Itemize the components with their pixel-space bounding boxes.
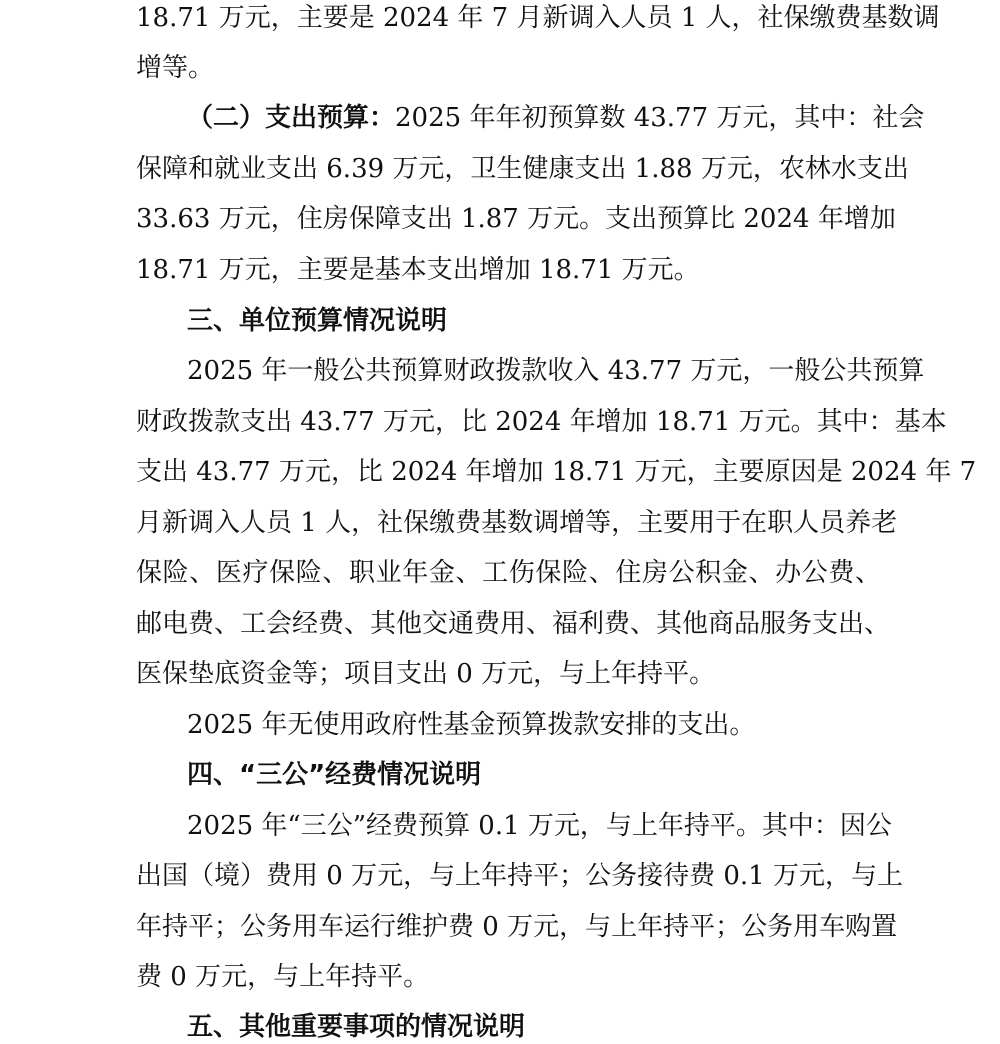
text-line: 支出 43.77 万元，比 2024 年增加 18.71 万元，主要原因是 2024 年 7: [136, 457, 977, 487]
expense-budget-first-line: [187, 101, 925, 135]
text-line: 出国（境）费用 0 万元，与上年持平；公务接待费 0.1 万元，与上: [136, 861, 903, 891]
text-line: 2025 年“三公”经费预算 0.1 万元，与上年持平。其中：因公: [187, 811, 892, 841]
text-line: 费 0 万元，与上年持平。: [136, 962, 430, 992]
text-line: 2025 年无使用政府性基金预算拨款安排的支出。: [187, 710, 756, 740]
expense-budget-label: （二）支出预算：: [187, 103, 396, 133]
expense-budget-text: 2025 年年初预算数 43.77 万元，其中：社会: [395, 103, 925, 133]
text-line: 2025 年一般公共预算财政拨款收入 43.77 万元，一般公共预算: [187, 356, 925, 386]
text-line: 18.71 万元，主要是 2024 年 7 月新调入人员 1 人，社保缴费基数调: [136, 3, 940, 33]
text-line: 财政拨款支出 43.77 万元，比 2024 年增加 18.71 万元。其中：基本: [136, 407, 947, 437]
text-line: 33.63 万元，住房保障支出 1.87 万元。支出预算比 2024 年增加: [136, 204, 896, 234]
text-line: 18.71 万元，主要是基本支出增加 18.71 万元。: [136, 255, 700, 285]
section-heading-3: 三、单位预算情况说明: [187, 306, 448, 336]
section-heading-5: 五、其他重要事项的情况说明: [187, 1012, 526, 1042]
section-heading-4: 四、“三公”经费情况说明: [187, 760, 482, 790]
text-line: 月新调入人员 1 人，社保缴费基数调增等，主要用于在职人员养老: [136, 508, 898, 538]
text-line: 保险、医疗保险、职业年金、工伤保险、住房公积金、办公费、: [136, 558, 881, 588]
text-line: 增等。: [136, 53, 215, 83]
text-line: 年持平；公务用车运行维护费 0 万元，与上年持平；公务用车购置: [136, 912, 898, 942]
text-line: 邮电费、工会经费、其他交通费用、福利费、其他商品服务支出、: [136, 609, 891, 639]
text-line: 医保垫底资金等；项目支出 0 万元，与上年持平。: [136, 659, 716, 689]
text-line: 保障和就业支出 6.39 万元，卫生健康支出 1.88 万元，农林水支出: [136, 154, 909, 184]
